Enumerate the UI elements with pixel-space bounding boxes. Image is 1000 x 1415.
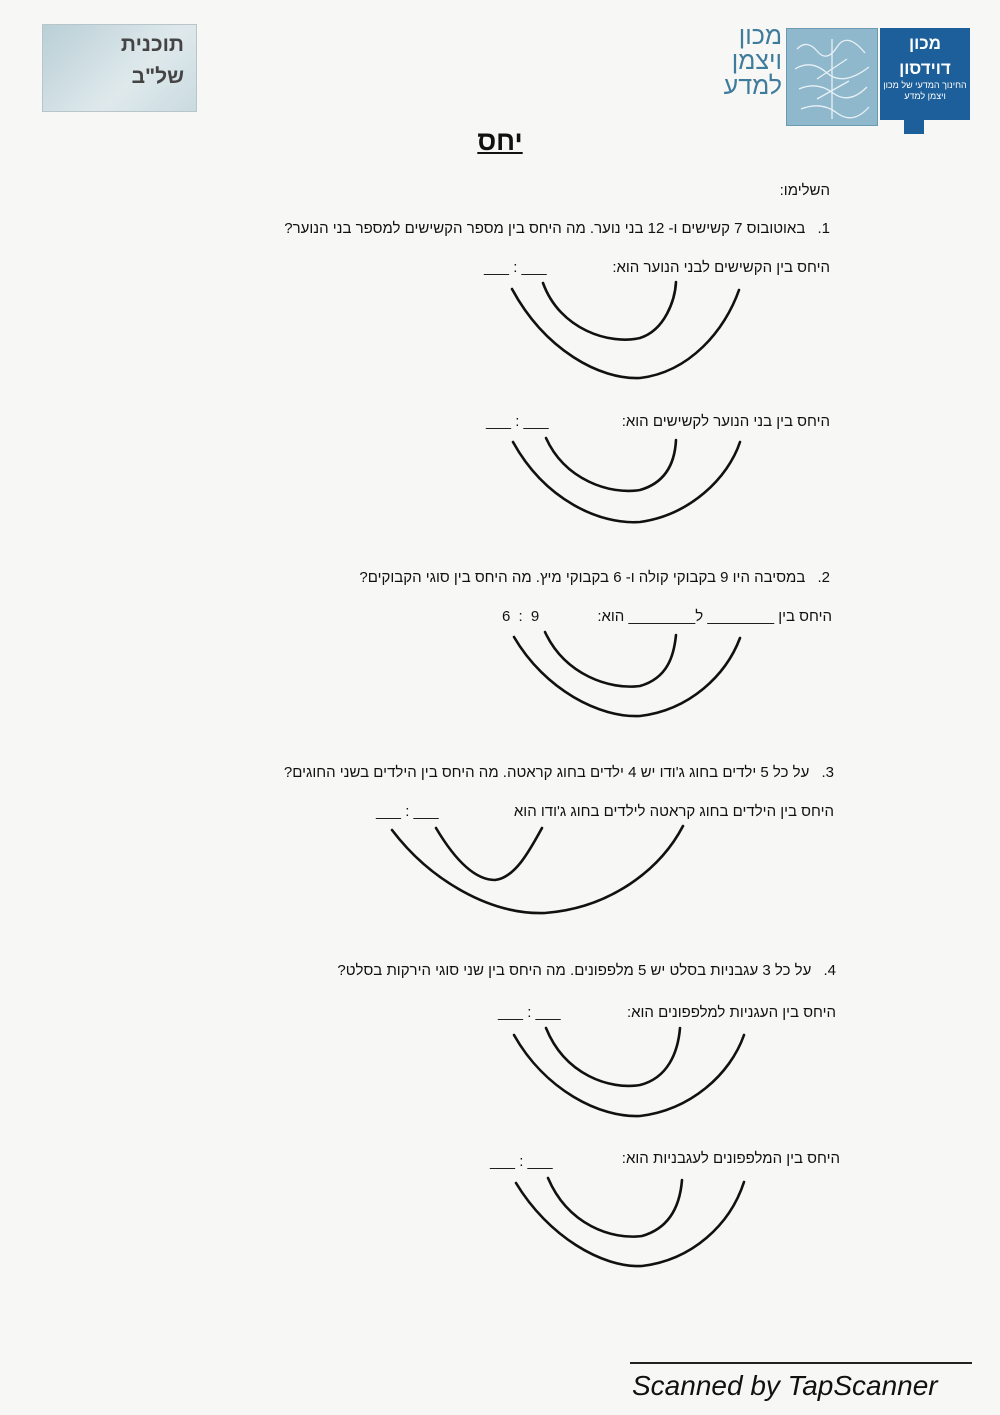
question-text: על כל 3 עגבניות בסלט יש 5 מלפפונים. מה היחס בין שני סוגי הירקות בסלט?	[337, 962, 812, 979]
question-1	[284, 220, 830, 237]
answer-label: היחס בין בני הנוער לקשישים הוא:	[621, 413, 830, 430]
answer-blanks: ___ : ___	[484, 259, 547, 276]
answer-blanks: ___ : ___	[376, 803, 439, 820]
institute-logo-image	[786, 28, 878, 126]
footer-divider	[630, 1362, 972, 1364]
program-logo-line1: תוכנית	[120, 33, 184, 56]
question-2	[359, 569, 830, 586]
question-4	[337, 962, 836, 979]
answer-label: היחס בין הילדים בחוג קראטה לילדים בחוג ג'ודו הוא	[513, 803, 834, 820]
institute-logo-text: מכון ויצמן למדע	[723, 22, 782, 100]
answer-label: היחס בין הקשישים לבני הנוער הוא:	[612, 259, 830, 276]
institute-logo	[706, 24, 972, 134]
arc-pair-1b	[513, 438, 740, 522]
program-logo-line2: של"ב	[131, 65, 184, 88]
arc-pair-3	[392, 826, 683, 913]
question-number: 1.	[817, 220, 830, 237]
question-number: 2.	[817, 569, 830, 586]
question-number: 4.	[823, 962, 836, 979]
arc-pair-4b	[516, 1178, 744, 1266]
answer-blanks: 6 : 9	[502, 608, 540, 625]
arc-pair-4a	[514, 1028, 744, 1116]
program-logo	[42, 24, 197, 112]
answer-label: היחס בין ________ ל________ הוא:	[597, 608, 832, 625]
arc-pair-2	[514, 632, 740, 716]
question-text: על כל 5 ילדים בחוג ג'ודו יש 4 ילדים בחוג קראטה. מה היחס בין הילדים בשני החוגים?	[283, 764, 810, 781]
answer-label: היחס בין העגניות למלפפונים הוא:	[626, 1004, 836, 1021]
institute-badge: מכון דוידסון החינוך המדעי של מכון ויצמן למדע	[880, 28, 970, 120]
question-3	[284, 764, 834, 781]
scanner-watermark: Scanned by TapScanner	[632, 1370, 938, 1401]
question-number: 3.	[821, 764, 834, 781]
instruction: השלימו:	[779, 182, 830, 199]
answer-blanks: ___ : ___	[490, 1153, 553, 1170]
answer-blanks: ___ : ___	[498, 1004, 561, 1021]
question-text: באוטובוס 7 קשישים ו- 12 בני נוער. מה היחס בין מספר הקשישים למספר בני הנוער?	[284, 220, 806, 237]
page-title: יחס	[477, 126, 523, 156]
answer-label: היחס בין המלפפונים לעגבניות הוא:	[621, 1150, 840, 1167]
question-text: במסיבה היו 9 בקבוקי קולה ו- 6 בקבוקי מיץ. מה היחס בין סוגי הקבוקים?	[359, 569, 806, 586]
answer-blanks: ___ : ___	[486, 413, 549, 430]
arc-pair-1a	[512, 282, 739, 378]
